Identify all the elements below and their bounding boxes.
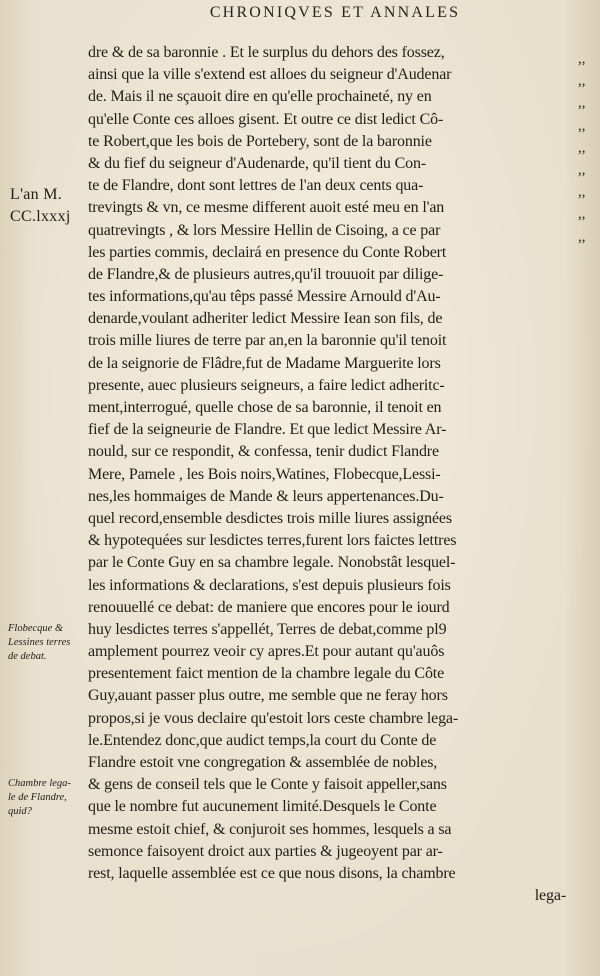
text-line: propos,si je vous declaire qu'estoit lors ceste chambre lega- (88, 709, 459, 727)
text-line: Flandre estoit vne congregation & assemblée de nobles, (88, 754, 438, 771)
quote-mark: ,, (578, 117, 586, 134)
text-line: renouuellé ce debat: de maniere que encores pour le iourd (88, 598, 450, 616)
text-line: fief de la seigneurie de Flandre. Et que ledict Messire Ar- (88, 421, 447, 439)
text-line: te de Flandre, dont sont lettres de l'an deux cents qua- (88, 177, 424, 195)
margin-note-line: L'an M. (10, 186, 63, 203)
text-line: nould, sur ce respondit, & confessa, tenir dudict Flandre (88, 443, 439, 461)
margin-note-line: quid? (8, 806, 32, 817)
text-line: Mere, Pamele , les Bois noirs,Watines, Flobecque,Lessi- (88, 465, 441, 483)
margin-note-line: de debat. (8, 651, 47, 662)
quotation-marks-column (578, 42, 598, 245)
text-line: ainsi que la ville s'extend est alloes du seigneur d'Audenar (88, 66, 452, 84)
margin-note-line: Flobecque & (8, 623, 64, 634)
text-line: nes,les hommaiges de Mande & leurs appertenances.Du- (88, 487, 444, 505)
quote-mark: ,, (578, 139, 586, 156)
text-line: mesme estoit chief, & conjuroit ses hommes, lesquels a sa (88, 820, 452, 838)
text-line: le.Entendez donc,que audict temps,la court du Conte de (88, 731, 437, 749)
text-line: amplement pourrez veoir cy apres.Et pour autant qu'auôs (88, 643, 445, 661)
text-line: & du fief du seigneur d'Audenarde, qu'il tient du Con- (88, 154, 427, 172)
text-line: Guy,auant passer plus outre, me semble que ne feray hors (88, 687, 448, 705)
text-line: te Robert,que les bois de Portebery, sont de la baronnie (88, 132, 432, 150)
running-head: CHRONIQVES ET ANNALES (209, 4, 461, 21)
quote-mark: ,, (578, 184, 586, 201)
text-line: par le Conte Guy en sa chambre legale. Nonobstât lesquel- (88, 554, 456, 572)
text-line: quatrevingts , & lors Messire Hellin de Cisoing, a ce par (88, 221, 441, 239)
quote-mark: ,, (578, 161, 586, 178)
margin-note-line: CC.lxxxj (10, 208, 71, 225)
margin-note-flobecque (8, 622, 70, 664)
text-line: de Flandre,& de plusieurs autres,qu'il trouuoit par dilige- (88, 265, 444, 283)
quote-mark: ,, (578, 228, 586, 245)
text-line: semonce faisoyent droict aux parties & jugeoyent par ar- (88, 842, 443, 860)
quote-mark: ,, (578, 206, 586, 223)
body-text (88, 42, 576, 907)
text-line: les informations & declarations, s'est depuis plusieurs fois (88, 576, 451, 594)
text-line: qu'elle Conte ces alloes gisent. Et outre ce dist ledict Cô- (88, 110, 444, 128)
text-line: quel record,ensemble desdictes trois mille liures assignées (88, 509, 452, 527)
margin-note-line: Lessines terres (8, 637, 71, 648)
text-line: huy lesdictes terres s'appellét, Terres de debat,comme pl9 (88, 620, 447, 638)
text-line: ment,interrogué, quelle chose de sa baronnie, il tenoit en (88, 399, 442, 416)
text-line: dre & de sa baronnie . Et le surplus du dehors des fossez, (88, 44, 445, 61)
catchword: lega- (534, 887, 566, 905)
text-line: les parties commis, declairá en presence du Conte Robert (88, 243, 447, 261)
text-line: de. Mais il ne sçauoit dire en qu'elle prochaineté, ny en (88, 88, 432, 106)
text-line: tes informations,qu'au têps passé Messire Arnould d'Au- (88, 288, 441, 306)
text-line: presentement faict mention de la chambre legale du Côte (88, 665, 445, 683)
quote-mark: ,, (578, 95, 586, 112)
text-line: presente, auec plusieurs seigneurs, a faire ledict adheritc- (88, 376, 445, 394)
text-line: denarde,voulant adheriter ledict Messire Iean son fils, de (88, 310, 443, 328)
text-line: que le nombre fut aucunement limité.Desquels le Conte (88, 798, 437, 816)
text-line: & gens de conseil tels que le Conte y faisoit appeller,sans (88, 776, 447, 794)
text-line: rest, laquelle assemblée est ce que nous disons, la chambre (88, 864, 456, 882)
text-line: & hypotequées sur lesdictes terres,furent lors faictes lettres (88, 532, 457, 550)
margin-note-date (10, 184, 71, 228)
margin-note-line: le de Flandre, (8, 792, 67, 803)
quote-mark: ,, (578, 73, 586, 90)
text-line: de la seignorie de Flâdre,fut de Madame Marguerite lors (88, 354, 441, 372)
margin-note-chambre-legale (8, 777, 71, 819)
margin-note-line: Chambre lega- (8, 778, 71, 789)
text-line: trois mille liures de terre par an,en la baronnie qu'il tenoit (88, 332, 447, 350)
quote-mark: ,, (578, 51, 586, 67)
text-line: trevingts & vn, ce mesme different auoit esté meu en l'an (88, 199, 445, 217)
